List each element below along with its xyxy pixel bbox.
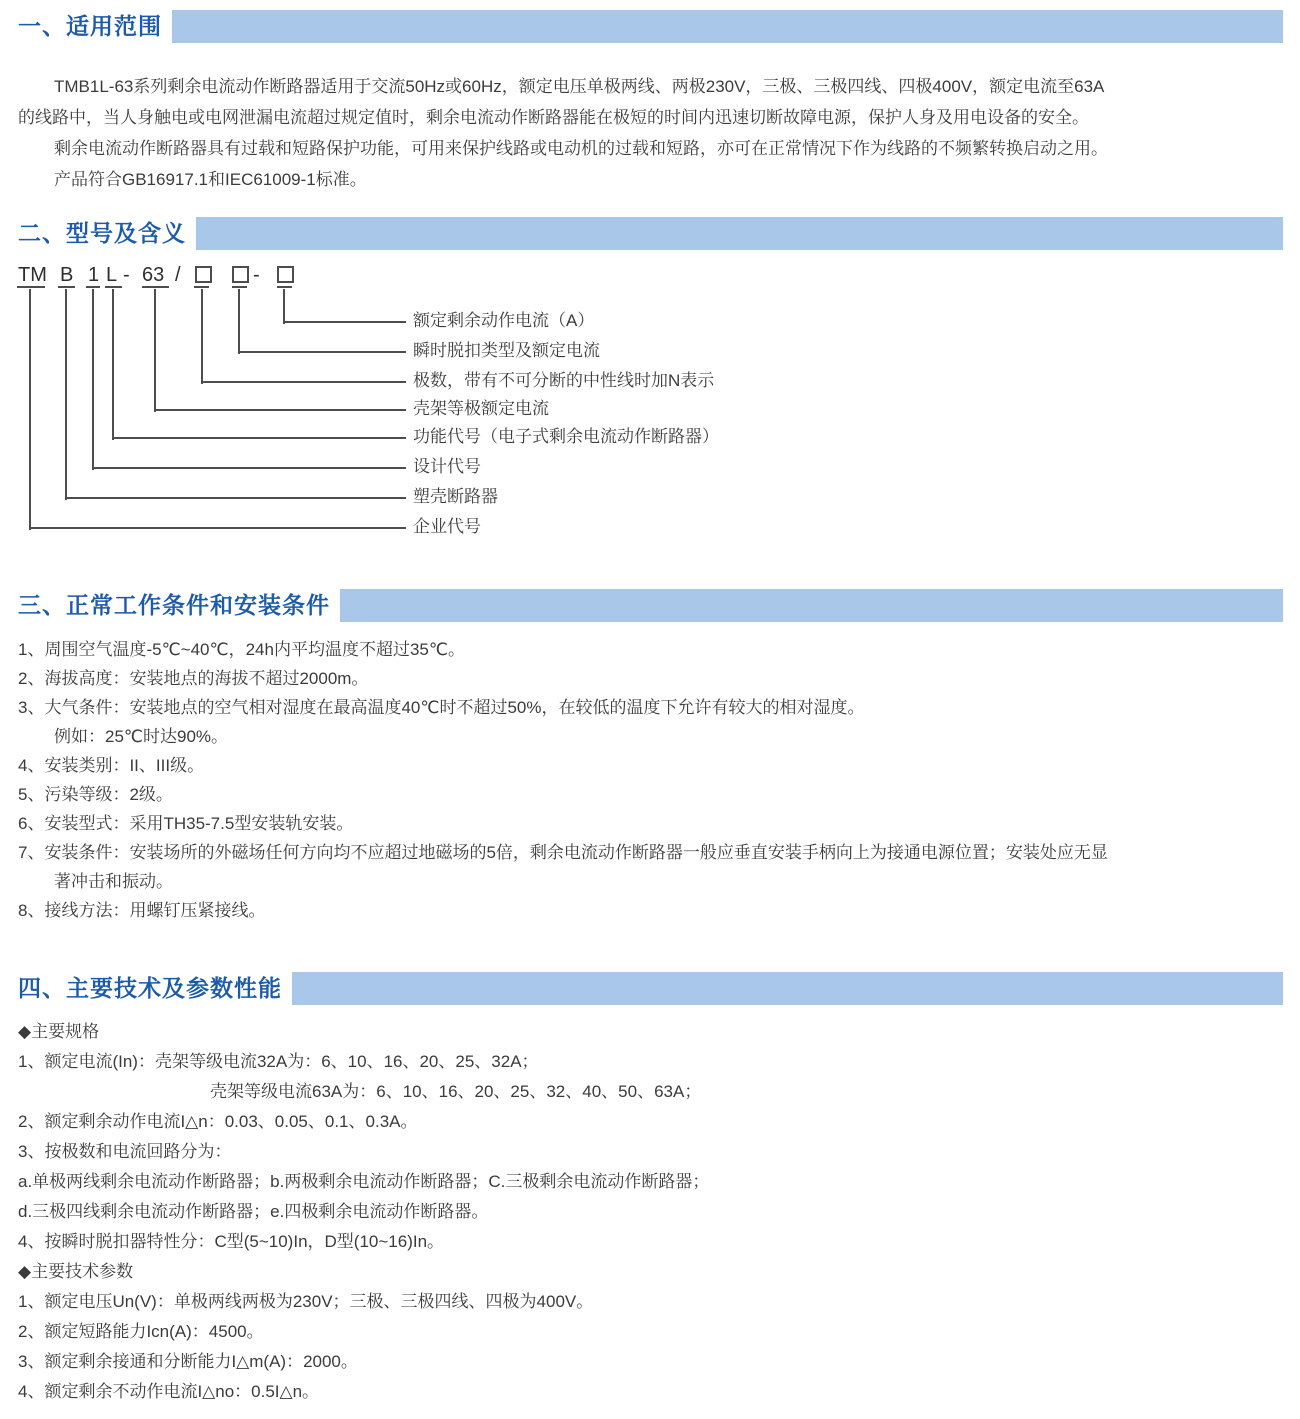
diagram-label: 功能代号（电子式剩余电流动作断路器） bbox=[413, 427, 719, 446]
connector-horizontal bbox=[29, 527, 406, 529]
code-segment-slash: / bbox=[175, 264, 181, 286]
code-segment-tm: TM bbox=[18, 264, 47, 286]
section-header-bar bbox=[340, 589, 1283, 622]
code-segment-dash: - bbox=[123, 264, 130, 286]
diagram-label: 企业代号 bbox=[413, 517, 481, 536]
list-item: 4、安装类别：II、III级。 bbox=[18, 756, 205, 775]
list-item: 例如：25℃时达90%。 bbox=[54, 727, 229, 746]
section-header-model bbox=[18, 217, 1283, 250]
connector-vertical bbox=[29, 289, 31, 530]
code-underline-tick bbox=[232, 286, 247, 288]
connector-vertical bbox=[65, 289, 67, 500]
spec-line: 3、额定剩余接通和分断能力I△m(A)：2000。 bbox=[18, 1352, 358, 1371]
list-item: 5、污染等级：2级。 bbox=[18, 785, 173, 804]
spec-line: a.单极两线剩余电流动作断路器；b.两极剩余电流动作断路器；C.三极剩余电流动作断路器； bbox=[18, 1172, 710, 1191]
section-title: 一、适用范围 bbox=[18, 13, 162, 39]
list-item: 著冲击和振动。 bbox=[54, 872, 173, 891]
scope-paragraph bbox=[18, 71, 1283, 195]
spec-bullet-heading: ◆主要规格 bbox=[18, 1022, 100, 1041]
section-header-bar bbox=[292, 972, 1283, 1005]
list-item: 8、接线方法：用螺钉压紧接线。 bbox=[18, 901, 266, 920]
text-line: TMB1L-63系列剩余电流动作断路器适用于交流50Hz或60Hz，额定电压单极两线、两极230V，三极、三极四线、四极400V，额定电流至63A bbox=[54, 77, 1105, 96]
code-underline-tick bbox=[142, 286, 169, 288]
code-underline-tick bbox=[86, 286, 100, 288]
spec-line: 1、额定电流(In)：壳架等级电流32A为：6、10、16、20、25、32A； bbox=[18, 1052, 539, 1071]
code-segment-63: 63 bbox=[142, 264, 165, 286]
code-segment-l: L bbox=[106, 264, 118, 286]
spec-line: 2、额定剩余动作电流I△n：0.03、0.05、0.1、0.3A。 bbox=[18, 1112, 418, 1131]
code-underline-tick bbox=[105, 286, 122, 288]
code-segment-b: B bbox=[60, 264, 74, 286]
code-underline-tick bbox=[17, 286, 45, 288]
connector-vertical bbox=[112, 289, 114, 440]
section-header-scope bbox=[18, 10, 1283, 43]
model-code-diagram bbox=[18, 264, 1283, 549]
list-item: 7、安装条件：安装场所的外磁场任何方向均不应超过地磁场的5倍，剩余电流动作断路器一般应垂直安装手柄向上为接通电源位置；安装处应无显 bbox=[18, 843, 1108, 862]
connector-vertical bbox=[201, 289, 203, 384]
section-title: 二、型号及含义 bbox=[18, 220, 186, 246]
text-line: 的线路中，当人身触电或电网泄漏电流超过规定值时，剩余电流动作断路器能在极短的时间内迅速切断故障电源，保护人身及用电设备的安全。 bbox=[18, 108, 1089, 127]
text-line: 剩余电流动作断路器具有过载和短路保护功能，可用来保护线路或电动机的过载和短路，亦可在正常情况下作为线路的不频繁转换启动之用。 bbox=[54, 139, 1108, 158]
diagram-label: 极数，带有不可分断的中性线时加N表示 bbox=[413, 371, 715, 390]
connector-vertical bbox=[154, 289, 156, 412]
diagram-label: 壳架等极额定电流 bbox=[413, 399, 549, 418]
spec-line: 壳架等级电流63A为：6、10、16、20、25、32、40、50、63A； bbox=[210, 1082, 702, 1101]
list-item: 6、安装型式：采用TH35-7.5型安装轨安装。 bbox=[18, 814, 354, 833]
diagram-label: 额定剩余动作电流（A） bbox=[413, 311, 595, 330]
spec-line: 2、额定短路能力Icn(A)：4500。 bbox=[18, 1322, 264, 1341]
connector-horizontal bbox=[92, 467, 406, 469]
code-underline-tick bbox=[194, 286, 209, 288]
connector-horizontal bbox=[238, 351, 406, 353]
connector-horizontal bbox=[112, 437, 406, 439]
list-item: 2、海拔高度：安装地点的海拔不超过2000m。 bbox=[18, 669, 369, 688]
code-underline-tick bbox=[58, 286, 75, 288]
connector-vertical bbox=[238, 289, 240, 354]
section-header-bar bbox=[172, 10, 1283, 43]
spec-bullet-heading: ◆主要技术参数 bbox=[18, 1262, 134, 1281]
code-placeholder-box bbox=[195, 266, 212, 283]
list-item: 1、周围空气温度-5℃~40℃，24h内平均温度不超过35℃。 bbox=[18, 640, 465, 659]
diagram-label: 设计代号 bbox=[413, 457, 481, 476]
list-item: 3、大气条件：安装地点的空气相对湿度在最高温度40℃时不超过50%，在较低的温度下允许有较大的相对湿度。 bbox=[18, 698, 865, 717]
section-header-bar bbox=[196, 217, 1283, 250]
section-header-conditions bbox=[18, 589, 1283, 622]
text-line: 产品符合GB16917.1和IEC61009-1标准。 bbox=[54, 170, 367, 189]
diagram-label: 瞬时脱扣类型及额定电流 bbox=[413, 341, 600, 360]
section-header-specs bbox=[18, 972, 1283, 1005]
connector-vertical bbox=[92, 289, 94, 470]
connector-horizontal bbox=[65, 497, 406, 499]
spec-line: 4、额定剩余不动作电流I△no：0.5I△n。 bbox=[18, 1382, 320, 1401]
code-underline-tick bbox=[277, 286, 292, 288]
connector-horizontal bbox=[201, 381, 406, 383]
specs-list bbox=[18, 1017, 1283, 1407]
code-segment-1: 1 bbox=[88, 264, 100, 286]
spec-line: 1、额定电压Un(V)：单极两线两极为230V；三极、三极四线、四极为400V。 bbox=[18, 1292, 594, 1311]
code-placeholder-box bbox=[232, 266, 249, 283]
spec-line: 3、按极数和电流回路分为： bbox=[18, 1142, 232, 1161]
spec-line: 4、按瞬时脱扣器特性分：C型(5~10)In，D型(10~16)In。 bbox=[18, 1232, 445, 1251]
connector-vertical bbox=[283, 289, 285, 324]
connector-horizontal bbox=[283, 321, 406, 323]
section-title: 三、正常工作条件和安装条件 bbox=[18, 592, 330, 618]
code-placeholder-box bbox=[277, 266, 294, 283]
spec-line: d.三极四线剩余电流动作断路器；e.四极剩余电流动作断路器。 bbox=[18, 1202, 489, 1221]
connector-horizontal bbox=[154, 409, 406, 411]
section-title: 四、主要技术及参数性能 bbox=[18, 975, 282, 1001]
diagram-label: 塑壳断路器 bbox=[413, 487, 498, 506]
conditions-list bbox=[18, 635, 1283, 925]
code-segment-dash2: - bbox=[253, 264, 260, 286]
